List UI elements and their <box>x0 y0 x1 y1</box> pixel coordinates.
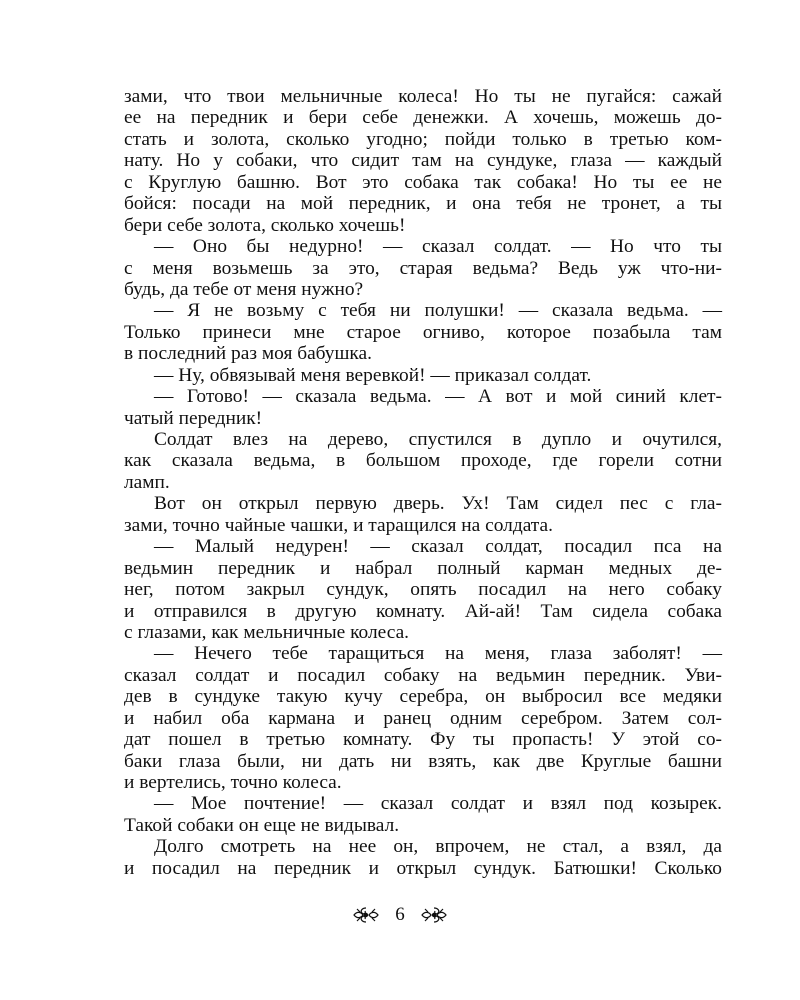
text-line: и вертелись, точно колеса. <box>124 772 342 793</box>
text-line: как сказала ведьма, в большом проходе, где горели сотни <box>124 450 722 472</box>
text-line: — Малый недурен! — сказал солдат, посадил пса на <box>154 536 722 558</box>
text-line: Только принеси мне старое огниво, которое позабыла там <box>124 321 722 343</box>
text-line: ведьмин передник и набрал полный карман медных де- <box>124 557 722 579</box>
floral-ornament-right-icon <box>419 905 449 925</box>
text-line: сказал солдат и посадил собаку на ведьмин передник. Уви- <box>124 664 722 686</box>
text-line: дев в сундуке такую кучу серебра, он выбросил все медяки <box>124 686 722 708</box>
text-line: и набил оба кармана и ранец одним серебром. Затем сол- <box>124 707 722 729</box>
floral-ornament-left-icon <box>351 905 381 925</box>
text-line: ее на передник и бери себе денежки. А хочешь, можешь до- <box>124 107 722 129</box>
text-line: в последний раз моя бабушка. <box>124 343 373 365</box>
text-line: дат пошел в третью комнату. Фу ты пропасть! У этой со- <box>124 729 722 751</box>
text-line: Долго смотреть на нее он, впрочем, не стал, а взял, да <box>154 836 722 858</box>
text-line: зами, точно чайные чашки, и таращился на солдата. <box>124 514 553 536</box>
text-line: с глазами, как мельничные колеса. <box>124 621 410 643</box>
text-line: Солдат влез на дерево, спустился в дупло и очутился, <box>154 429 722 450</box>
text-line: зами, что твои мельничные колеса! Но ты не пугайся: сажай <box>124 86 722 107</box>
text-line: и отправился в другую комнату. Ай-ай! Там сидела собака <box>124 600 722 622</box>
text-line: бойся: посади на мой передник, и она тебя не тронет, а ты <box>124 193 722 215</box>
text-line: с Круглую башню. Вот это собака так собака! Но ты ее не <box>124 171 722 193</box>
text-line: — Готово! — сказала ведьма. — А вот и мой синий клет- <box>154 386 722 408</box>
text-line: нату. Но у собаки, что сидит там на сундуке, глаза — каждый <box>124 150 722 172</box>
text-line: стать и золота, сколько угодно; пойди только в третью ком- <box>124 128 722 150</box>
text-line: с меня возьмешь за это, старая ведьма? Ведь уж что-ни- <box>124 257 722 279</box>
page-footer <box>0 900 800 930</box>
text-line: и посадил на передник и открыл сундук. Батюшки! Сколько <box>124 857 722 879</box>
text-line: — Ну, обвязывай меня веревкой! — приказал солдат. <box>154 364 592 386</box>
text-line: — Я не возьму с тебя ни полушки! — сказала ведьма. — <box>154 300 722 322</box>
page-body-text <box>124 86 722 879</box>
text-line: баки глаза были, ни дать ни взять, как две Круглые башни <box>124 750 722 772</box>
text-line: ламп. <box>124 471 170 493</box>
text-line: — Нечего тебе таращиться на меня, глаза заболят! — <box>154 643 722 665</box>
text-line: нег, потом закрыл сундук, опять посадил на него собаку <box>124 579 722 601</box>
page-number: 6 <box>395 904 405 925</box>
text-line: будь, да тебе от меня нужно? <box>124 278 364 300</box>
text-line: — Оно бы недурно! — сказал солдат. — Но что ты <box>154 236 722 258</box>
text-line: Вот он открыл первую дверь. Ух! Там сидел пес с гла- <box>154 493 722 515</box>
text-line: бери себе золота, сколько хочешь! <box>124 214 406 236</box>
text-line: Такой собаки он еще не видывал. <box>124 814 400 836</box>
text-line: чатый передник! <box>124 407 263 429</box>
text-line: — Мое почтение! — сказал солдат и взял под козырек. <box>154 793 722 815</box>
